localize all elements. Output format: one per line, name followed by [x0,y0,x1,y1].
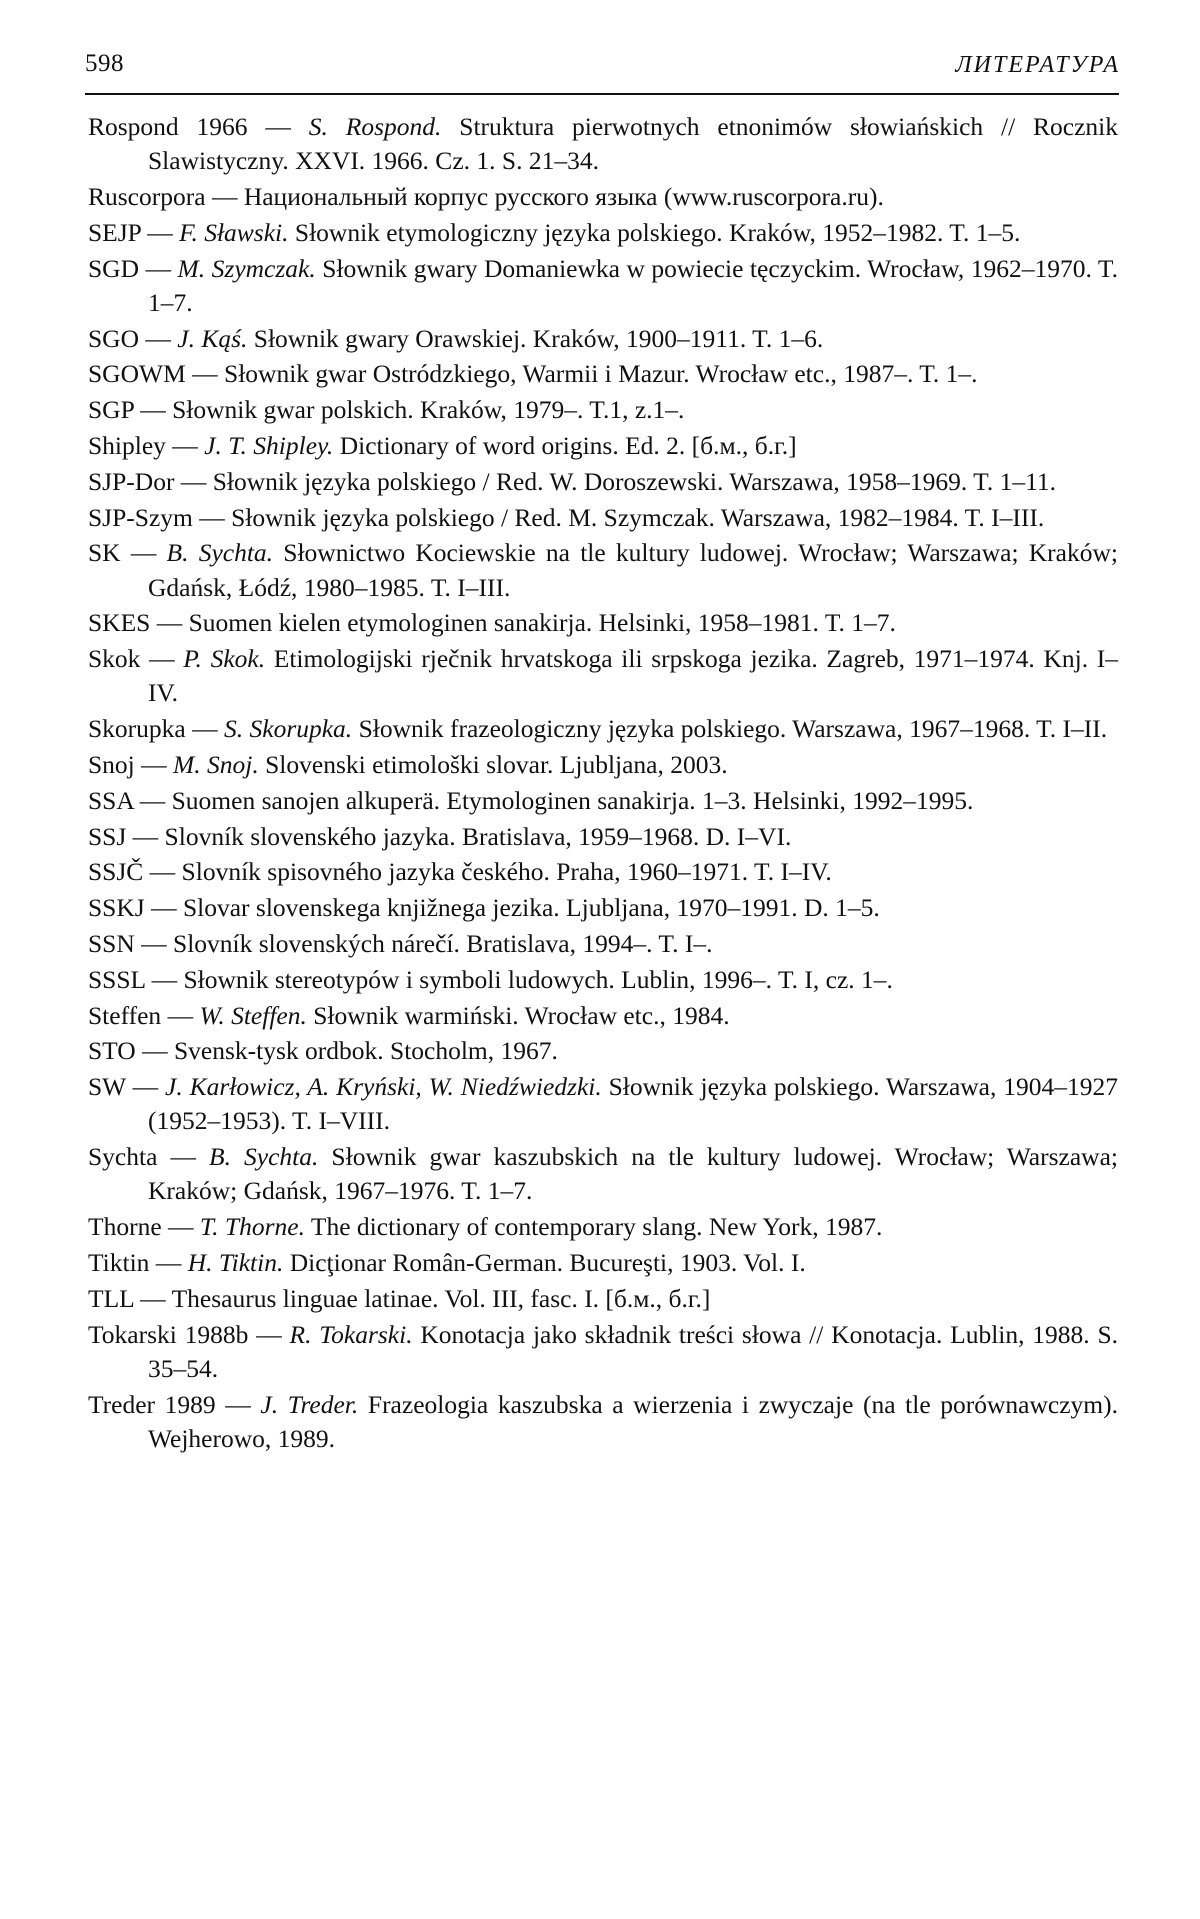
entry-separator: — [143,857,182,887]
bibliography-entry [88,642,1118,710]
bibliography-entry [88,855,1118,889]
bibliography-entry [88,1140,1118,1208]
bibliography-entry [88,465,1118,499]
entry-author: J. T. Shipley. [204,430,334,460]
bibliography-entry [88,999,1118,1033]
bibliography-entry [88,820,1118,854]
entry-abbreviation: Treder 1989 [88,1389,216,1419]
entry-abbreviation: SEJP [88,217,141,247]
bibliography-entry [88,712,1118,746]
entry-text: Etimologijski rječnik hrvatskoga ili srpskoga jezika. Zagreb, 1971–1974. Knj. I–IV. [148,644,1118,708]
entry-separator: — [149,1247,188,1277]
bibliography-entry [88,1210,1118,1244]
entry-text: Słownik języka polskiego / Red. M. Szymczak. Warszawa, 1982–1984. T. I–III. [231,502,1045,532]
entry-text: Frazeologia kaszubska a wierzenia i zwyczaje (na tle porównawczym). Wejherowo, 1989. [148,1389,1118,1453]
entry-abbreviation: SSSL [88,964,146,994]
bibliography-entry [88,927,1118,961]
entry-separator: — [215,1389,261,1419]
entry-text: Slovník slovenského jazyka. Bratislava, 1959–1968. D. I–VI. [164,821,792,851]
entry-text: Dicţionar Român-German. Bucureşti, 1903. Vol. I. [283,1247,806,1277]
entry-text: Słownik etymologiczny języka polskiego. Kraków, 1952–1982. T. 1–5. [288,217,1021,247]
bibliography-entry [88,963,1118,997]
entry-author: S. Rospond. [308,112,442,141]
entry-author: P. Skok. [183,644,266,674]
entry-abbreviation: Rospond 1966 [88,112,248,141]
header-rule [85,93,1119,95]
bibliography-entry [88,393,1118,427]
entry-separator: — [125,1072,166,1102]
entry-author: W. Steffen. [199,1000,307,1030]
entry-text: Slovník spisovného jazyka českého. Praha, 1960–1971. T. I–IV. [181,857,832,887]
entry-abbreviation: Skorupka [88,714,186,744]
bibliography-entry [88,216,1118,250]
entry-separator: — [120,538,167,568]
entry-text: The dictionary of contemporary slang. New York, 1987. [304,1212,883,1242]
bibliography-entry [88,1318,1118,1386]
entry-text: Suomen sanojen alkuperä. Etymologinen sanakirja. 1–3. Helsinki, 1992–1995. [171,785,974,815]
bibliography-entry [88,1246,1118,1280]
entry-text: Słownik gwary Domaniewka w powiecie tęczyckim. Wrocław, 1962–1970. T. 1–7. [148,253,1118,317]
entry-abbreviation: SK [88,538,121,568]
entry-separator: — [134,928,174,958]
entry-separator: — [133,785,172,815]
entry-author: B. Sychta. [166,538,274,568]
entry-abbreviation: SJP-Szym [88,502,193,532]
bibliography-entry [88,429,1118,463]
bibliography-entry [88,784,1118,818]
entry-separator: — [165,430,205,460]
entry-separator: — [150,608,189,638]
bibliography-entry [88,501,1118,535]
entry-abbreviation: SGD [88,253,140,283]
entry-abbreviation: Tiktin [88,1247,150,1277]
entry-separator: — [174,466,213,496]
entry-separator: — [145,964,184,994]
entry-abbreviation: Snoj [88,749,135,779]
entry-text: Słownictwo Kociewskie na tle kultury ludowej. Wrocław; Warszawa; Kraków; Gdańsk, Łódź, 1980–1985. T. I–III. [148,538,1118,602]
entry-text: Dictionary of word origins. Ed. 2. [б.м., б.г.] [333,430,797,460]
entry-separator: — [140,217,180,247]
entry-text: Słownik warmiński. Wrocław etc., 1984. [306,1000,730,1030]
entry-separator: — [161,1212,200,1242]
bibliography-entry [88,322,1118,356]
entry-text: Słownik gwar polskich. Kraków, 1979–. T.1, z.1–. [172,395,685,425]
entry-text: Thesaurus linguae latinae. Vol. III, fasc. I. [б.м., б.г.] [171,1283,711,1313]
entry-separator: — [144,893,183,923]
entry-separator: — [133,1283,172,1313]
entry-separator: — [185,359,225,389]
bibliography-entry [88,891,1118,925]
entry-separator: — [126,821,165,851]
entry-author: J. Kąś. [177,323,248,353]
entry-author: S. Skorupka. [224,714,353,744]
entry-abbreviation: SW [88,1072,126,1102]
bibliography-entry [88,606,1118,640]
entry-text: Slovenski etimološki slovar. Ljubljana, 2003. [258,749,728,779]
entry-separator: — [140,644,184,674]
entry-abbreviation: SGO [88,323,140,353]
entry-author: J. Karłowicz, A. Kryński, W. Niedźwiedzki. [165,1072,602,1102]
entry-abbreviation: SSN [88,928,135,958]
entry-abbreviation: SSKJ [88,893,145,923]
entry-separator: — [248,1319,290,1349]
entry-separator: — [139,253,178,283]
bibliography-entry [88,1070,1118,1138]
bibliography-list [88,110,1118,1458]
entry-author: M. Szymczak. [177,253,316,283]
entry-text: Słownik języka polskiego. Warszawa, 1904–1927 (1952–1953). T. I–VIII. [148,1072,1118,1136]
bibliography-entry [88,180,1118,214]
entry-text: Słownik frazeologiczny języka polskiego. Warszawa, 1967–1968. T. I–II. [352,714,1108,744]
entry-abbreviation: STO [88,1036,136,1066]
entry-author: B. Sychta. [209,1142,319,1172]
entry-abbreviation: SSJ [88,821,127,851]
entry-abbreviation: Shipley [88,430,166,460]
entry-abbreviation: Steffen [88,1000,162,1030]
entry-separator: — [135,1036,174,1066]
running-title: ЛИТЕРАТУРА [955,52,1120,78]
entry-abbreviation: SGOWM [88,359,186,389]
entry-separator: — [133,395,173,425]
entry-text: Национальный корпус русского языка (www.ruscorpora.ru). [243,182,884,211]
entry-separator: — [161,1000,200,1030]
entry-text: Słownik gwary Orawskiej. Kraków, 1900–1911. T. 1–6. [247,323,824,353]
entry-abbreviation: SSA [88,785,134,815]
entry-text: Suomen kielen etymologinen sanakirja. Helsinki, 1958–1981. T. 1–7. [188,608,896,638]
entry-author: F. Sławski. [179,217,289,247]
bibliography-entry [88,1282,1118,1316]
entry-abbreviation: Tokarski 1988b [88,1319,249,1349]
entry-abbreviation: SJP-Dor [88,466,175,496]
entry-separator: — [247,112,309,141]
entry-abbreviation: Skok [88,644,141,674]
entry-separator: — [134,749,174,779]
bibliography-entry [88,252,1118,320]
entry-text: Słownik gwar Ostródzkiego, Warmii i Mazur. Wrocław etc., 1987–. T. 1–. [224,359,978,389]
entry-separator: — [185,714,224,744]
entry-text: Konotacja jako składnik treści słowa // Konotacja. Lublin, 1988. S. 35–54. [148,1319,1119,1383]
page-number: 598 [85,50,124,77]
entry-text: Słownik języka polskiego / Red. W. Doroszewski. Warszawa, 1958–1969. T. 1–11. [212,466,1057,496]
bibliography-entry [88,536,1118,604]
entry-separator: — [192,502,232,532]
entry-separator: — [139,323,178,353]
bibliography-entry [88,357,1118,391]
entry-abbreviation: Thorne [88,1212,162,1242]
entry-abbreviation: Ruscorpora [88,182,206,211]
entry-abbreviation: SGP [88,395,134,425]
entry-abbreviation: TLL [88,1283,134,1313]
entry-author: J. Treder. [260,1389,359,1419]
bibliography-entry [88,1034,1118,1068]
entry-text: Słownik gwar kaszubskich na tle kultury ludowej. Wrocław; Warszawa; Kraków; Gdańsk, 1967–1976. T. 1–7. [148,1142,1118,1206]
entry-text: Svensk-tysk ordbok. Stocholm, 1967. [173,1036,558,1066]
entry-separator: — [157,1142,210,1172]
entry-author: T. Thorne. [199,1212,305,1242]
bibliography-entry [88,110,1118,178]
entry-abbreviation: SSJČ [88,857,144,887]
entry-text: Struktura pierwotnych etnonimów słowiańskich // Rocznik Slawistyczny. XXVI. 1966. Cz. 1. S. 21–34. [148,112,1119,176]
entry-abbreviation: Sychta [88,1142,158,1172]
entry-abbreviation: SKES [88,608,151,638]
entry-author: H. Tiktin. [187,1247,284,1277]
entry-separator: — [205,182,244,211]
entry-author: R. Tokarski. [289,1319,413,1349]
entry-text: Slovník slovenských nárečí. Bratislava, 1994–. T. I–. [173,928,713,958]
entry-text: Słownik stereotypów i symboli ludowych. Lublin, 1996–. T. I, cz. 1–. [183,964,893,994]
entry-text: Slovar slovenskega knjižnega jezika. Ljubljana, 1970–1991. D. 1–5. [182,893,880,923]
bibliography-entry [88,1388,1118,1456]
entry-author: M. Snoj. [173,749,259,779]
bibliography-entry [88,748,1118,782]
